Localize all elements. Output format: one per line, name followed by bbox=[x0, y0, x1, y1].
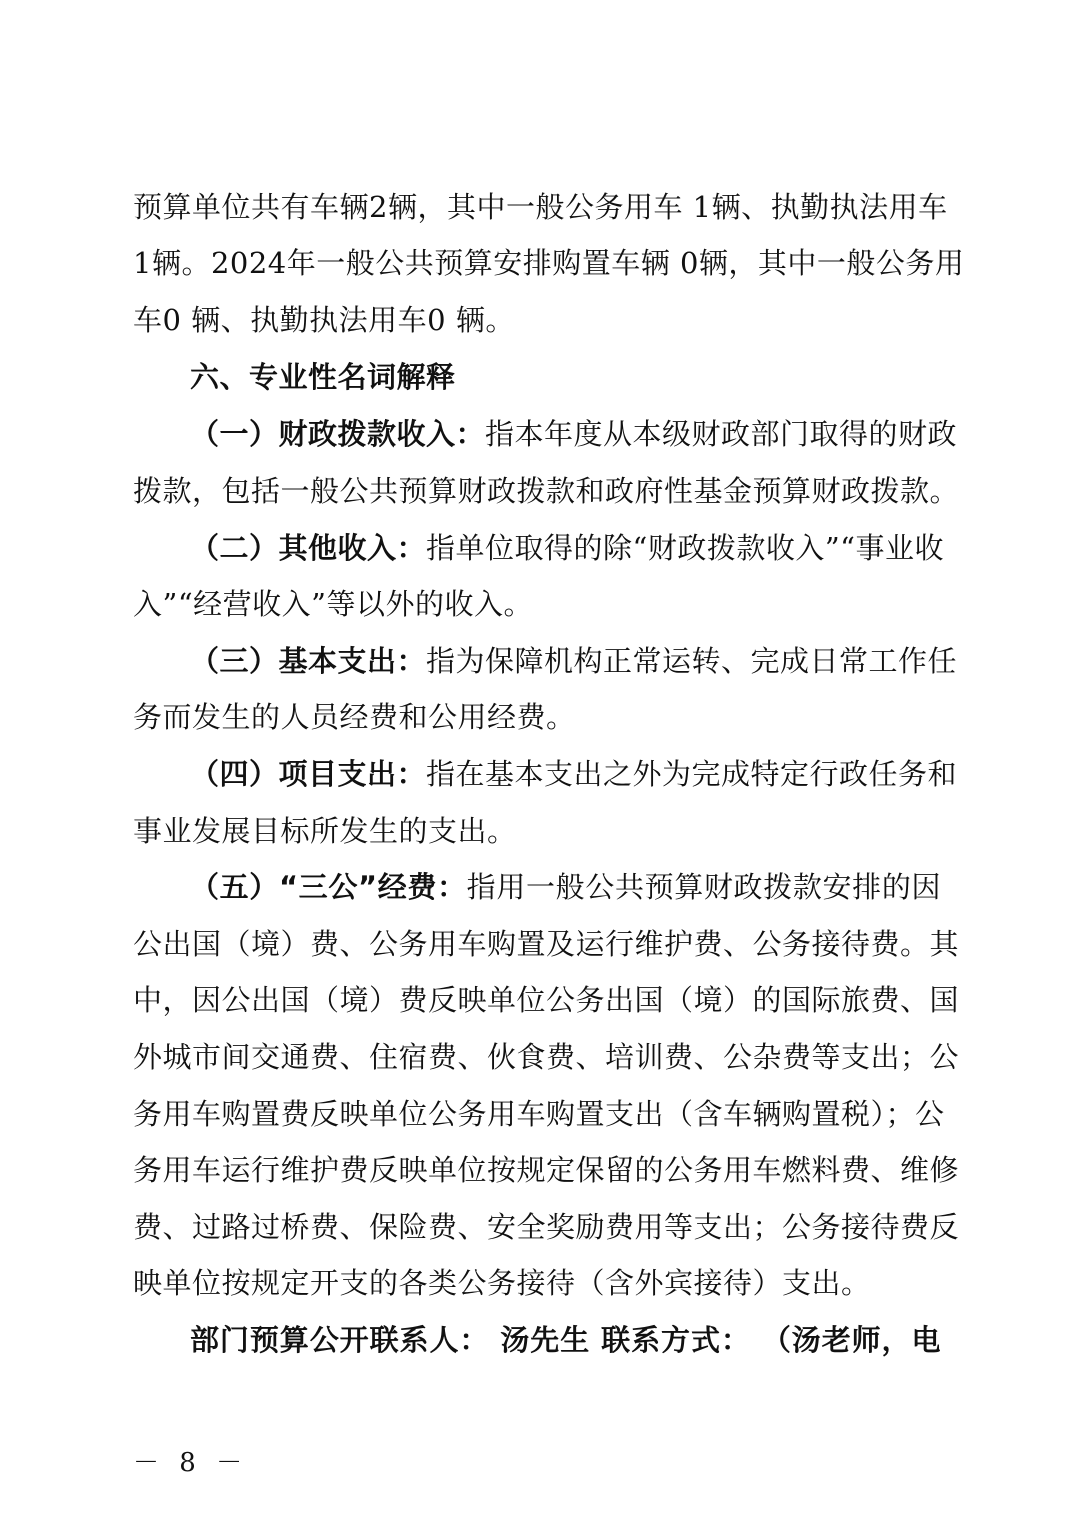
page-number: － 8 － bbox=[133, 1448, 249, 1478]
contact-line: 部门预算公开联系人： 汤先生 联系方式： （汤老师，电 bbox=[190, 1323, 941, 1357]
item-line bbox=[190, 641, 958, 681]
paragraph-line: 费、过路过桥费、保险费、安全奖励费用等支出；公务接待费反 bbox=[133, 1210, 960, 1244]
paragraph-line: 中，因公出国（境）费反映单位公务出国（境）的国际旅费、国 bbox=[133, 983, 960, 1017]
paragraph-line: 入”“经营收入”等以外的收入。 bbox=[133, 587, 533, 621]
paragraph-line: 公出国（境）费、公务用车购置及运行维护费、公务接待费。其 bbox=[133, 927, 960, 961]
item-line bbox=[190, 528, 944, 568]
paragraph-line: 事业发展目标所发生的支出。 bbox=[133, 814, 517, 848]
paragraph-line: 拨款，包括一般公共预算财政拨款和政府性基金预算财政拨款。 bbox=[133, 474, 960, 508]
paragraph-line: 务而发生的人员经费和公用经费。 bbox=[133, 700, 576, 734]
item-term: （四）项目支出： bbox=[190, 757, 427, 791]
paragraph-line: 务用车购置费反映单位公务用车购置支出（含车辆购置税）；公 bbox=[133, 1097, 945, 1131]
paragraph-line: 映单位按规定开支的各类公务接待（含外宾接待）支出。 bbox=[133, 1266, 871, 1300]
item-term: （一）财政拨款收入： bbox=[190, 417, 486, 451]
item-term: （二）其他收入： bbox=[190, 531, 427, 565]
item-line bbox=[190, 754, 958, 794]
item-text: 指单位取得的除“财政拨款收入”“事业收 bbox=[426, 531, 944, 565]
item-text: 指用一般公共预算财政拨款安排的因 bbox=[466, 870, 941, 904]
item-text: 指为保障机构正常运转、完成日常工作任 bbox=[426, 644, 958, 678]
item-text: 指本年度从本级财政部门取得的财政 bbox=[485, 417, 958, 451]
item-line bbox=[190, 867, 941, 907]
paragraph-line: 外城市间交通费、住宿费、伙食费、培训费、公杂费等支出；公 bbox=[133, 1040, 960, 1074]
item-line bbox=[190, 414, 958, 454]
paragraph-line: 1辆。2024年一般公共预算安排购置车辆 0辆，其中一般公务用 bbox=[133, 246, 965, 280]
paragraph-line: 预算单位共有车辆2辆，其中一般公务用车 1辆、执勤执法用车 bbox=[133, 190, 948, 224]
paragraph-line: 车0 辆、执勤执法用车0 辆。 bbox=[133, 303, 515, 337]
item-term: （三）基本支出： bbox=[190, 644, 427, 678]
paragraph-line: 务用车运行维护费反映单位按规定保留的公务用车燃料费、维修 bbox=[133, 1153, 960, 1187]
item-term: （五）“三公”经费： bbox=[190, 870, 467, 904]
section-heading: 六、专业性名词解释 bbox=[190, 360, 456, 394]
item-text: 指在基本支出之外为完成特定行政任务和 bbox=[426, 757, 958, 791]
